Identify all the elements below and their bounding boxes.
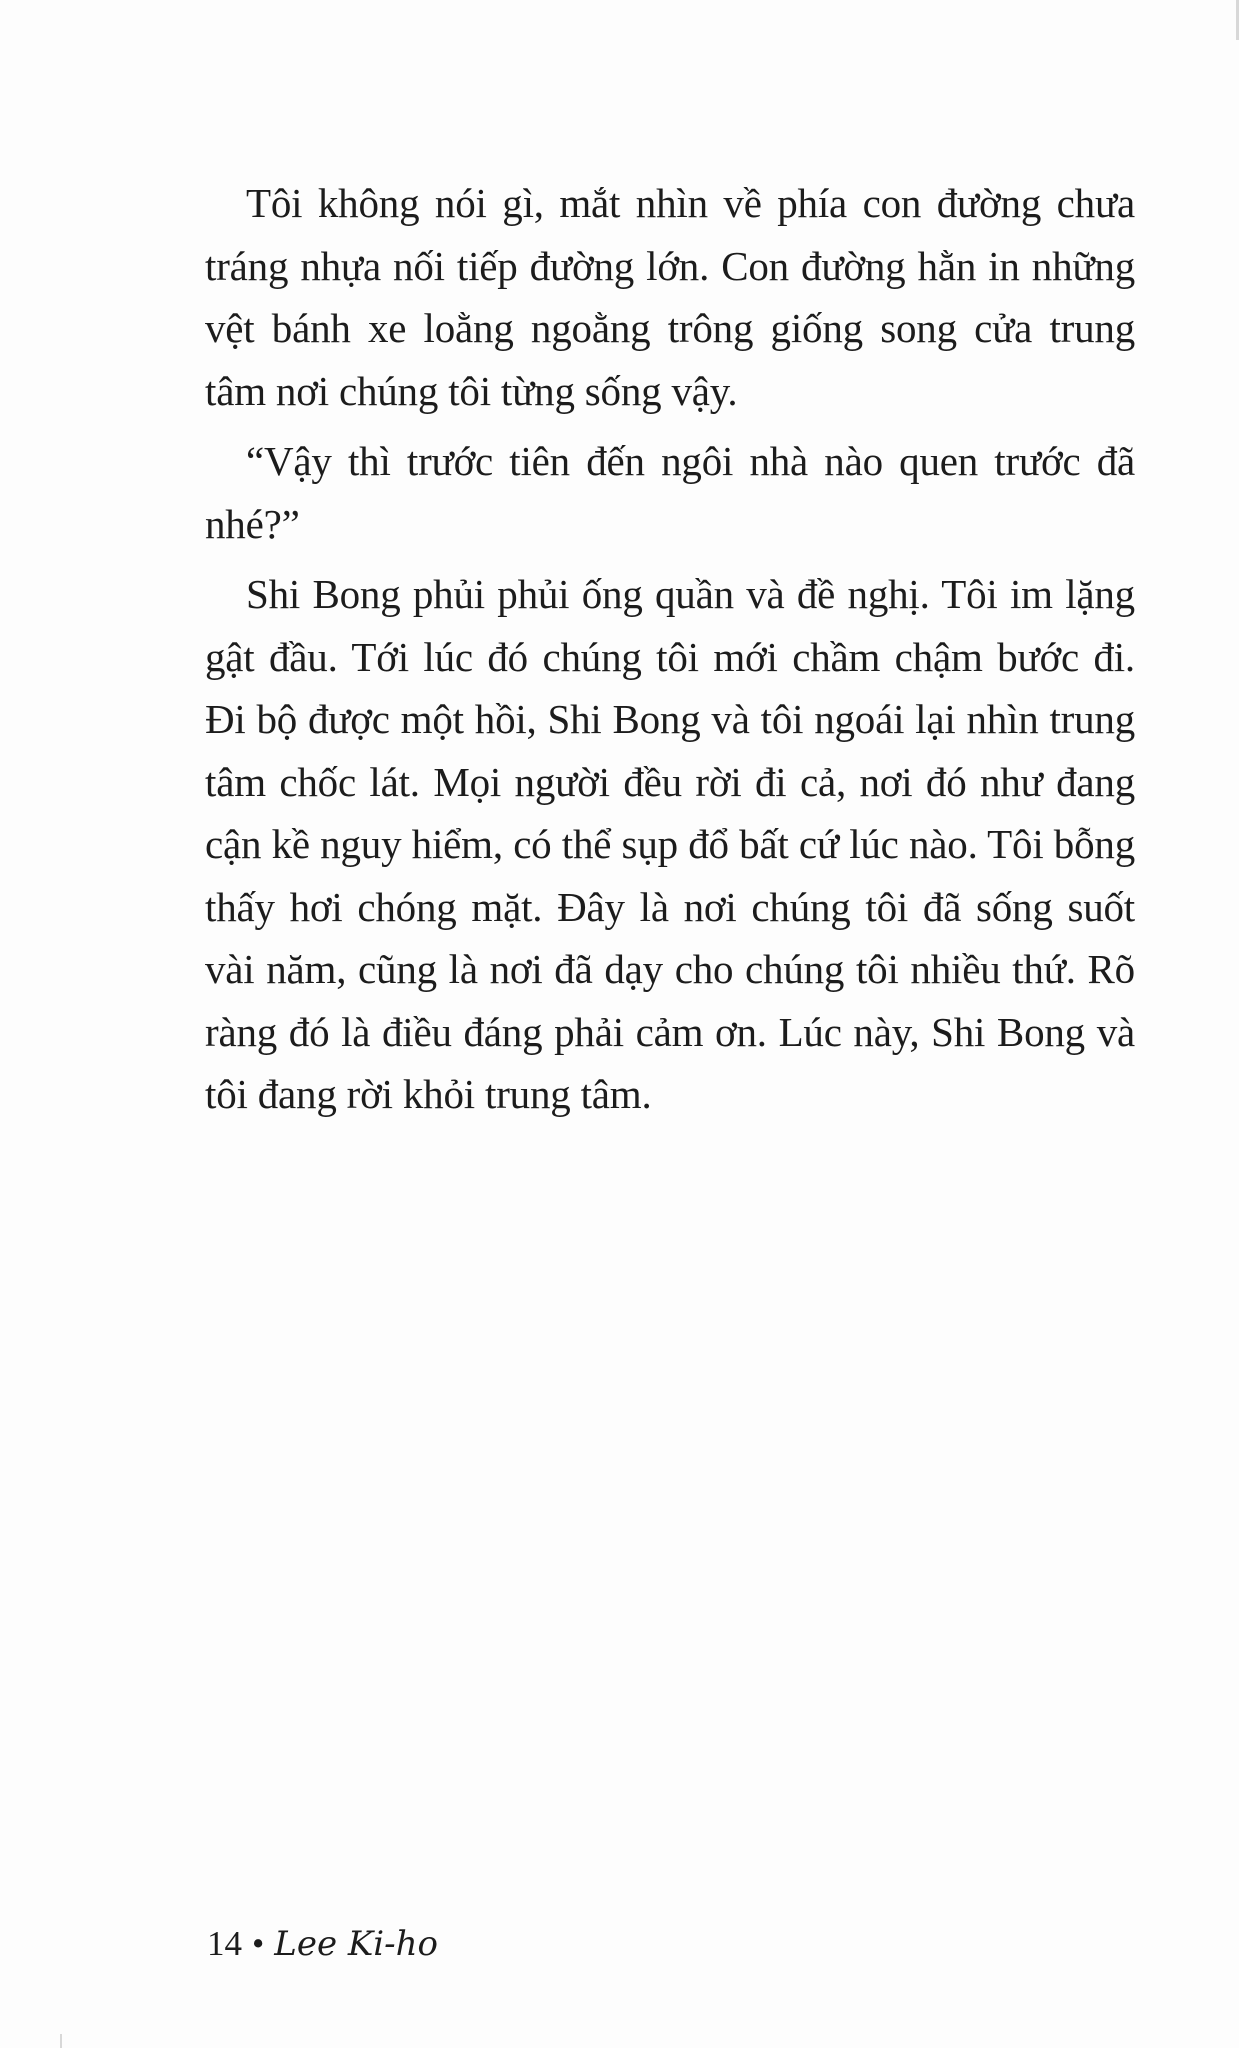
paragraph-3: Shi Bong phủi phủi ống quần và đề nghị. Tôi im lặng gật đầu. Tới lúc đó chúng tôi mới chầm chậm bước đi. Đi bộ được một hồi, Shi Bong và tôi ngoái lại nhìn trung tâm chốc lát. Mọi người đều rời đi cả, nơi đó như đang cận kề nguy hiểm, có thể sụp đổ bất cứ lúc nào. Tôi bỗng thấy hơi chóng mặt. Đây là nơi chúng tôi đã sống suốt vài năm, cũng là nơi đã dạy cho chúng tôi nhiều thứ. Rõ ràng đó là điều đáng phải cảm ơn. Lúc này, Shi Bong và tôi đang rời khỏi trung tâm. — [205, 571, 1135, 1117]
author-name: Lee Ki-ho — [274, 1924, 439, 1964]
paragraph-2: “Vậy thì trước tiên đến ngôi nhà nào quen trước đã nhé?” — [205, 438, 1135, 547]
scan-edge-mark-bottom-left — [60, 2034, 62, 2048]
page-footer — [207, 1924, 438, 1964]
paragraph-1: Tôi không nói gì, mắt nhìn về phía con đường chưa tráng nhựa nối tiếp đường lớn. Con đường hằn in những vệt bánh xe loằng ngoằng trông giống song cửa trung tâm nơi chúng tôi từng sống vậy. — [205, 180, 1135, 414]
body-text — [205, 172, 1135, 1134]
page-number: 14 — [207, 1924, 242, 1963]
footer-separator: • — [252, 1924, 265, 1963]
